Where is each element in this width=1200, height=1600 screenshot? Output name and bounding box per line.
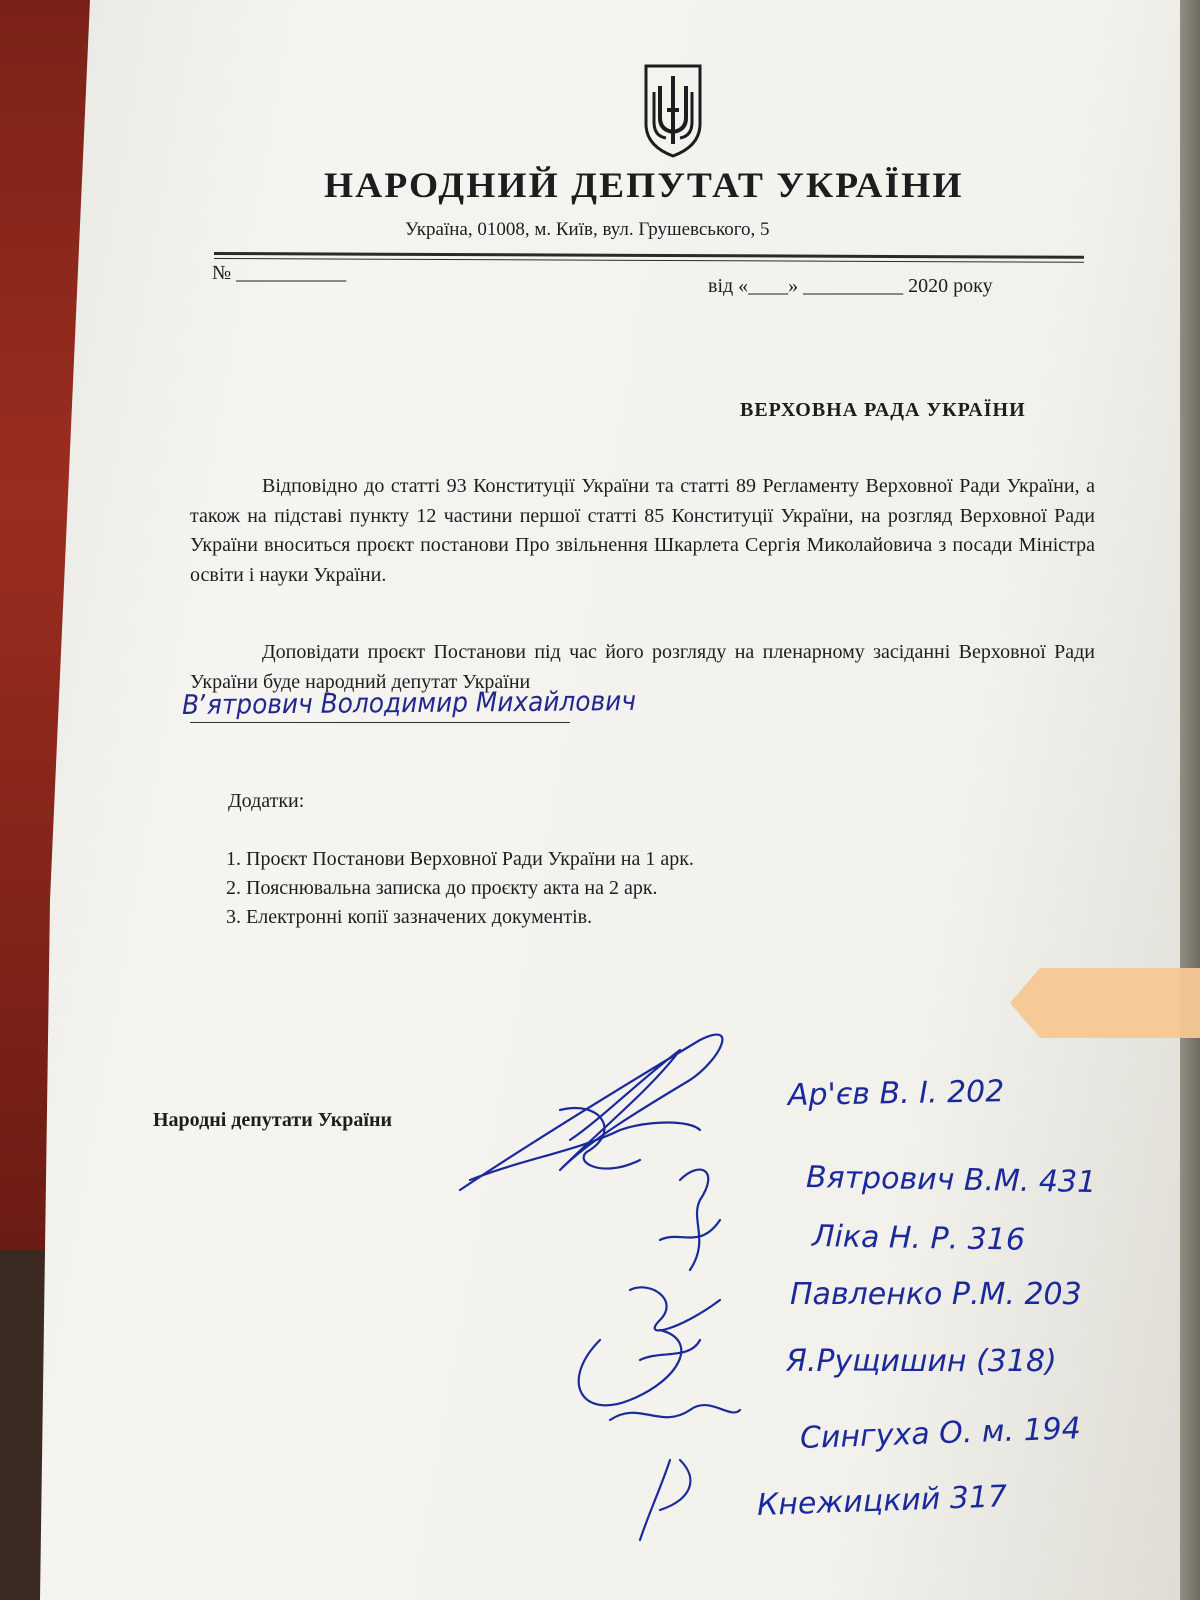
document-header-title: НАРОДНИЙ ДЕПУТАТ УКРАЇНИ [324,165,964,205]
registry-date: від «____» __________ 2020 року [708,275,993,297]
handwritten-signature-name: Павленко Р.М. 203 [790,1277,1082,1312]
handwritten-signature-name: Кнежицкий 317 [756,1479,1008,1523]
handwritten-signature-name: Я.Рущишин (318) [786,1344,1057,1379]
attachments-title: Додатки: [228,790,305,812]
attachment-item: 1. Проєкт Постанови Верховної Ради України на 1 арк. [226,848,694,870]
handwritten-signature-name: Ліка Н. Р. 316 [811,1219,1026,1258]
attachment-item: 2. Пояснювальна записка до проєкту акта на 2 арк. [226,877,658,899]
paragraph-text: Відповідно до статті 93 Конституції України та статті 89 Регламенту Верховної Ради України, а також на підставі пункту 12 частини першої статті 85 Конституції України, на розгляд Верховної Ради України вноситься проєкт постанови Про звільнення Шкарлета Сергія Миколайовича з посади Міністра освіти і науки України. [190,475,1095,586]
addressee: ВЕРХОВНА РАДА УКРАЇНИ [740,399,1026,421]
document-header-address: Україна, 01008, м. Київ, вул. Грушевського, 5 [405,219,770,240]
handwritten-signature-name: Ар'єв В. І. 202 [787,1074,1005,1113]
attachment-item: 3. Електронні копії зазначених документів. [226,906,593,928]
handwritten-signature-name: Вятрович В.М. 431 [805,1160,1097,1201]
handwritten-reporter-name: Вʼятрович Володимир Михайлович [181,686,637,721]
signatories-label: Народні депутати України [153,1109,393,1131]
registry-number: № ___________ [212,262,347,284]
paragraph-text: Доповідати проєкт Постанови під час його розгляду на пленарному засіданні Верховної Ради України буде народний депутат України [190,641,1095,693]
handwritten-signature-name: Сингуха О. м. 194 [799,1411,1082,1456]
